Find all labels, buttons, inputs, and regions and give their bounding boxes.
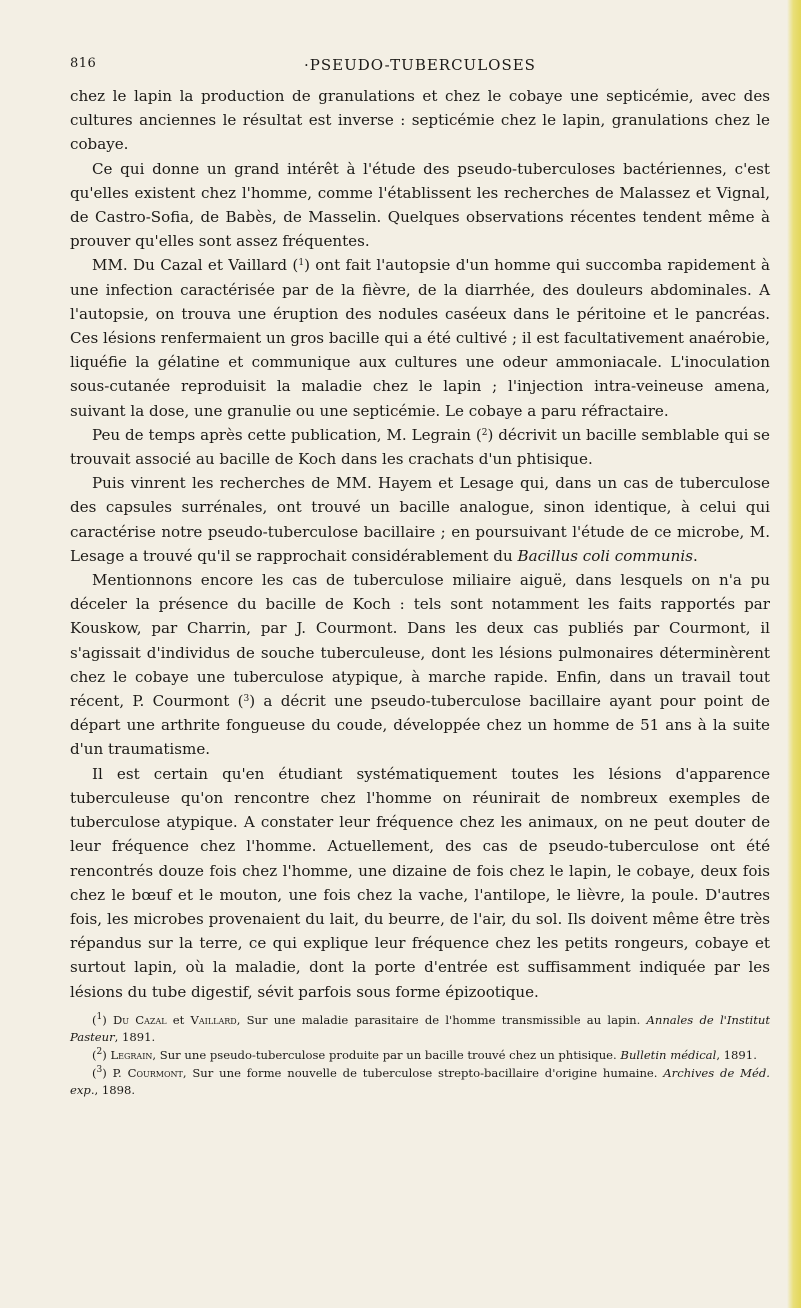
footnote-journal: Archives de Méd. exp. bbox=[70, 1065, 770, 1098]
footnote: ($^1$) Du Cazal et Vaillard, Sur une maladie parasitaire de l'homme transmissible au lapin. Annales de l'Institut Pasteur, 1891. bbox=[70, 1011, 770, 1045]
footnote-author: Vaillard bbox=[190, 1012, 237, 1027]
footnote-journal: Annales de l'Institut Pasteur bbox=[70, 1012, 770, 1045]
footnote: ($^2$) Legrain, Sur une pseudo-tuberculose produite par un bacille trouvé chez un phtisique. Bulletin médical, 1891. bbox=[92, 1046, 757, 1062]
footnote-journal: Bulletin médical bbox=[620, 1047, 717, 1062]
paragraph: Mentionnons encore les cas de tuberculose miliaire aiguë, dans lesquels on n'a pu déceler la présence du bacille de Koch : tels sont notamment les faits rapportés par Kouskow, par Charrin, par J. Courmont. Dans les deux cas publiés par Courmont, il s'agissait d'individus de souche tuberculeuse, dont les lésions pulmonaires déterminèrent chez le cobaye une tuberculose atypique, à marche rapide. Enfin, dans un travail tout récent, P. Courmont ($^3$) a décrit une pseudo-tuberculose bacillaire ayant pour point de départ une arthrite fongueuse du coude, développée chez un homme de 51 ans à la suite d'un traumatisme. bbox=[70, 571, 770, 759]
paragraph: MM. Du Cazal et Vaillard ($^1$) ont fait l'autopsie d'un homme qui succomba rapidement à une infection caractérisée par de la fièvre, de la diarrhée, des douleurs abdominales. A l'autopsie, on trouva une éruption des nodules caséeux dans le péritoine et le pancréas. Ces lésions renfermaient un gros bacille qui a été cultivé ; il est facultativement anaérobie, liquéfie la gélatine et communique aux cultures une odeur ammoniacale. L'inoculation sous-cutanée reproduisit la maladie chez le lapin ; l'injection intra-veineuse amena, suivant la dose, une granulie ou une septicémie. Le cobaye a paru réfractaire. bbox=[70, 256, 770, 420]
footnote-ref: 3 bbox=[243, 694, 250, 705]
page-edge-discoloration bbox=[787, 0, 801, 1308]
footnote: ($^3$) P. Courmont, Sur une forme nouvelle de tuberculose strepto-bacillaire d'origine humaine. Archives de Méd. exp., 1898. bbox=[70, 1064, 770, 1098]
footnote-ref: 1 bbox=[298, 258, 305, 269]
paragraph: chez le lapin la production de granulations et chez le cobaye une septicémie, avec des cultures anciennes le résultat est inverse : septicémie chez le lapin, granulations chez le cobaye. bbox=[70, 87, 770, 154]
species-name: Bacillus coli communis bbox=[517, 546, 693, 565]
paragraph: Peu de temps après cette publication, M. Legrain ($^2$) décrivit un bacille semblable qui se trouvait associé au bacille de Koch dans les crachats d'un phtisique. bbox=[70, 425, 770, 469]
footnote-author: Legrain bbox=[110, 1047, 153, 1062]
book-page bbox=[70, 56, 770, 1100]
footnotes bbox=[70, 1012, 770, 1100]
footnote-author: Courmont bbox=[127, 1065, 183, 1080]
paragraph: Puis vinrent les recherches de MM. Hayem et Lesage qui, dans un cas de tuberculose des capsules surrénales, ont trouvé un bacille analogue, sinon identique, à celui qui caractérise notre pseudo-tuberculose bacillaire ; en poursuivant l'étude de ce microbe, M. Lesage a trouvé qu'il se rapprochait considérablement du Bacillus coli communis. bbox=[70, 474, 770, 565]
body-text bbox=[70, 84, 770, 1004]
running-title: ·PSEUDO-TUBERCULOSES bbox=[304, 56, 536, 74]
paragraph: Ce qui donne un grand intérêt à l'étude des pseudo-tuberculoses bactériennes, c'est qu'elles existent chez l'homme, comme l'établissent les recherches de Malassez et Vignal, de Castro-Sofia, de Babès, de Masselin. Quelques observations récentes tendent même à prouver qu'elles sont assez fréquentes. bbox=[70, 159, 770, 251]
page-header bbox=[70, 56, 770, 84]
page-number: 816 bbox=[70, 56, 97, 71]
footnote-ref: 2 bbox=[481, 427, 488, 438]
paragraph: Il est certain qu'en étudiant systématiquement toutes les lésions d'apparence tuberculeuse qu'on rencontre chez l'homme on réunirait de nombreux exemples de tuberculose atypique. A constater leur fréquence chez les animaux, on ne peut douter de leur fréquence chez l'homme. Actuellement, des cas de pseudo-tuberculose ont été rencontrés douze fois chez l'homme, une dizaine de fois chez le lapin, le cobaye, deux fois chez le bœuf et le mouton, une fois chez la vache, l'antilope, le lièvre, la poule. D'autres fois, les microbes provenaient du lait, du beurre, de l'air, du sol. Ils doivent même être très répandus sur la terre, ce qui explique leur fréquence chez les petits rongeurs, cobaye et surtout lapin, où la maladie, dont la porte d'entrée est suffisamment indiquée par les lésions du tube digestif, sévit parfois sous forme épizootique. bbox=[70, 764, 770, 1001]
footnote-author: Du Cazal bbox=[113, 1012, 167, 1027]
